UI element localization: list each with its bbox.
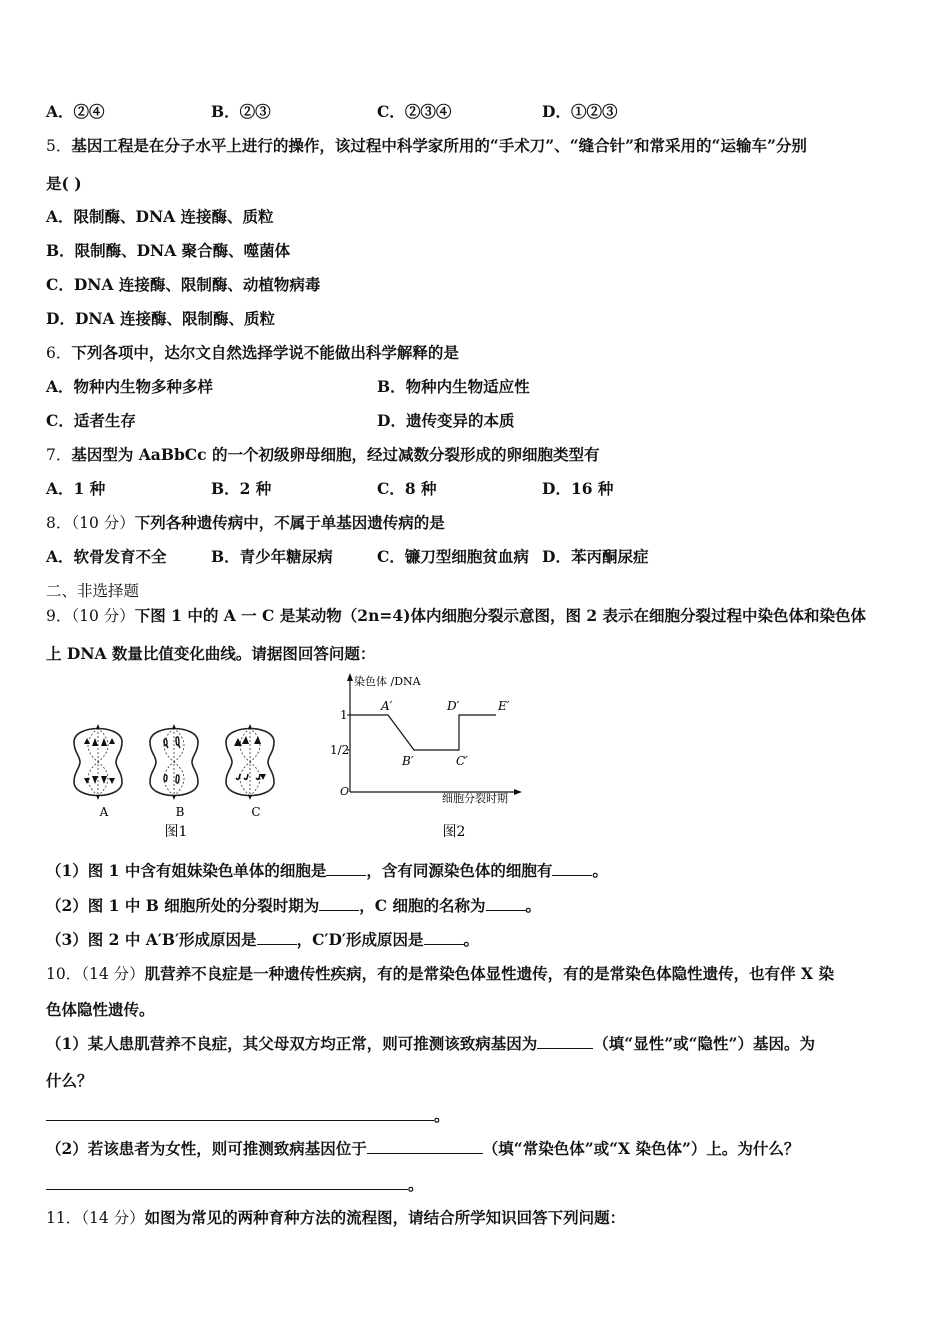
q9-sub3: （3）图 2 中 A′B′形成原因是 ，C′D′形成原因是 。 bbox=[46, 930, 480, 949]
answer-blank[interactable] bbox=[537, 1034, 593, 1049]
q10-sub2: （2）若该患者为女性，则可推测致病基因位于 （填“常染色体”或“X 染色体”）上。为什么？ bbox=[46, 1139, 800, 1158]
q9-stem-line1: 9．（10 分）下图 1 中的 A 一 C 是某动物（2n=4)体内细胞分裂示意图，图 2 表示在细胞分裂过程中染色体和染色体 bbox=[46, 606, 867, 625]
answer-blank[interactable] bbox=[367, 1139, 483, 1154]
q5-option-c: C．DNA 连接酶、限制酶、动植物病毒 bbox=[46, 275, 321, 294]
q7-stem: 7．基因型为 AaBbCc 的一个初级卵母细胞，经过减数分裂形成的卵细胞类型有 bbox=[46, 445, 600, 464]
figure-1-caption: 图1 bbox=[164, 824, 188, 840]
answer-blank[interactable] bbox=[319, 896, 359, 911]
q9-stem-line2: 上 DNA 数量比值变化曲线。请据图回答问题： bbox=[46, 644, 376, 663]
q4-option-c: C．②③④ bbox=[377, 102, 452, 121]
q4-option-d: D．①②③ bbox=[542, 102, 618, 121]
ratio-curve bbox=[350, 715, 496, 750]
point-e: E′ bbox=[498, 699, 510, 713]
q6-option-b: B．物种内生物适应性 bbox=[377, 377, 530, 396]
q5-option-a: A．限制酶、DNA 连接酶、质粒 bbox=[46, 207, 274, 226]
answer-blank[interactable] bbox=[326, 861, 366, 876]
origin-label: O bbox=[340, 785, 350, 798]
q6-option-c: C．适者生存 bbox=[46, 411, 136, 430]
answer-blank[interactable] bbox=[46, 1175, 408, 1190]
q7-option-c: C．8 种 bbox=[377, 479, 437, 498]
x-axis-label: 细胞分裂时期 bbox=[442, 792, 508, 805]
q6-option-d: D．遗传变异的本质 bbox=[377, 411, 515, 430]
q11-stem: 11．（14 分）如图为常见的两种育种方法的流程图，请结合所学知识回答下列问题： bbox=[46, 1208, 626, 1227]
q4-option-a: A．②④ bbox=[46, 102, 105, 121]
cell-label-c: C bbox=[251, 805, 261, 819]
cell-a-diagram bbox=[74, 724, 122, 800]
q5-option-d: D．DNA 连接酶、限制酶、质粒 bbox=[46, 309, 275, 328]
q4-option-b: B．②③ bbox=[211, 102, 271, 121]
cell-label-b: B bbox=[175, 805, 185, 819]
cell-b-diagram bbox=[150, 724, 198, 800]
q5-stem-line1: 5．基因工程是在分子水平上进行的操作，该过程中科学家所用的“手术刀”、“缝合针”和常采用的“运输车”分别 bbox=[46, 136, 807, 155]
q10-sub1-answer-line: 。 bbox=[46, 1106, 450, 1126]
q7-option-a: A．1 种 bbox=[46, 479, 106, 498]
figure-1-cell-division bbox=[66, 722, 292, 844]
cell-label-a: A bbox=[99, 805, 109, 819]
q8-option-d: D．苯丙酮尿症 bbox=[542, 547, 649, 566]
figure-2-ratio-curve bbox=[326, 670, 526, 842]
q8-stem: 8．（10 分）下列各种遗传病中，不属于单基因遗传病的是 bbox=[46, 513, 445, 532]
y-axis-label: 染色体 /DNA bbox=[354, 675, 421, 688]
q7-option-b: B．2 种 bbox=[211, 479, 272, 498]
answer-blank[interactable] bbox=[486, 896, 526, 911]
answer-blank[interactable] bbox=[46, 1106, 434, 1121]
q7-option-d: D．16 种 bbox=[542, 479, 614, 498]
q10-stem-line1: 10．（14 分）肌营养不良症是一种遗传性疾病，有的是常染色体显性遗传，有的是常染色体隐性遗传，也有伴 X 染 bbox=[46, 964, 834, 983]
section-heading: 二、非选择题 bbox=[46, 582, 140, 600]
point-c: C′ bbox=[456, 754, 468, 768]
q5-option-b: B．限制酶、DNA 聚合酶、噬菌体 bbox=[46, 241, 291, 260]
q6-stem: 6．下列各项中，达尔文自然选择学说不能做出科学解释的是 bbox=[46, 343, 459, 362]
figure-2-caption: 图2 bbox=[442, 824, 466, 840]
q8-option-b: B．青少年糖尿病 bbox=[211, 547, 333, 566]
point-b: B′ bbox=[402, 754, 414, 768]
q10-sub1-cont: 什么？ bbox=[46, 1071, 93, 1090]
q8-option-a: A．软骨发育不全 bbox=[46, 547, 167, 566]
q10-stem-line2: 色体隐性遗传。 bbox=[46, 1000, 155, 1019]
q5-stem-line2: 是( ) bbox=[46, 174, 82, 193]
q6-option-a: A．物种内生物多种多样 bbox=[46, 377, 214, 396]
answer-blank[interactable] bbox=[552, 861, 592, 876]
point-a: A′ bbox=[381, 699, 393, 713]
q10-sub1: （1）某人患肌营养不良症，其父母双方均正常，则可推测该致病基因为 （填“显性”或“隐性”）基因。为 bbox=[46, 1034, 815, 1053]
q8-option-c: C．镰刀型细胞贫血病 bbox=[377, 547, 529, 566]
answer-blank[interactable] bbox=[257, 930, 297, 945]
q9-sub1: （1）图 1 中含有姐妹染色单体的细胞是 ，含有同源染色体的细胞有 。 bbox=[46, 861, 608, 880]
point-d: D′ bbox=[447, 699, 460, 713]
tick-half: 1/2 bbox=[330, 743, 350, 757]
cell-c-diagram bbox=[226, 724, 274, 800]
answer-blank[interactable] bbox=[424, 930, 464, 945]
q10-sub2-answer-line: 。 bbox=[46, 1175, 424, 1195]
q9-sub2: （2）图 1 中 B 细胞所处的分裂时期为 ，C 细胞的名称为 。 bbox=[46, 896, 542, 915]
tick-1: 1 bbox=[340, 708, 348, 722]
